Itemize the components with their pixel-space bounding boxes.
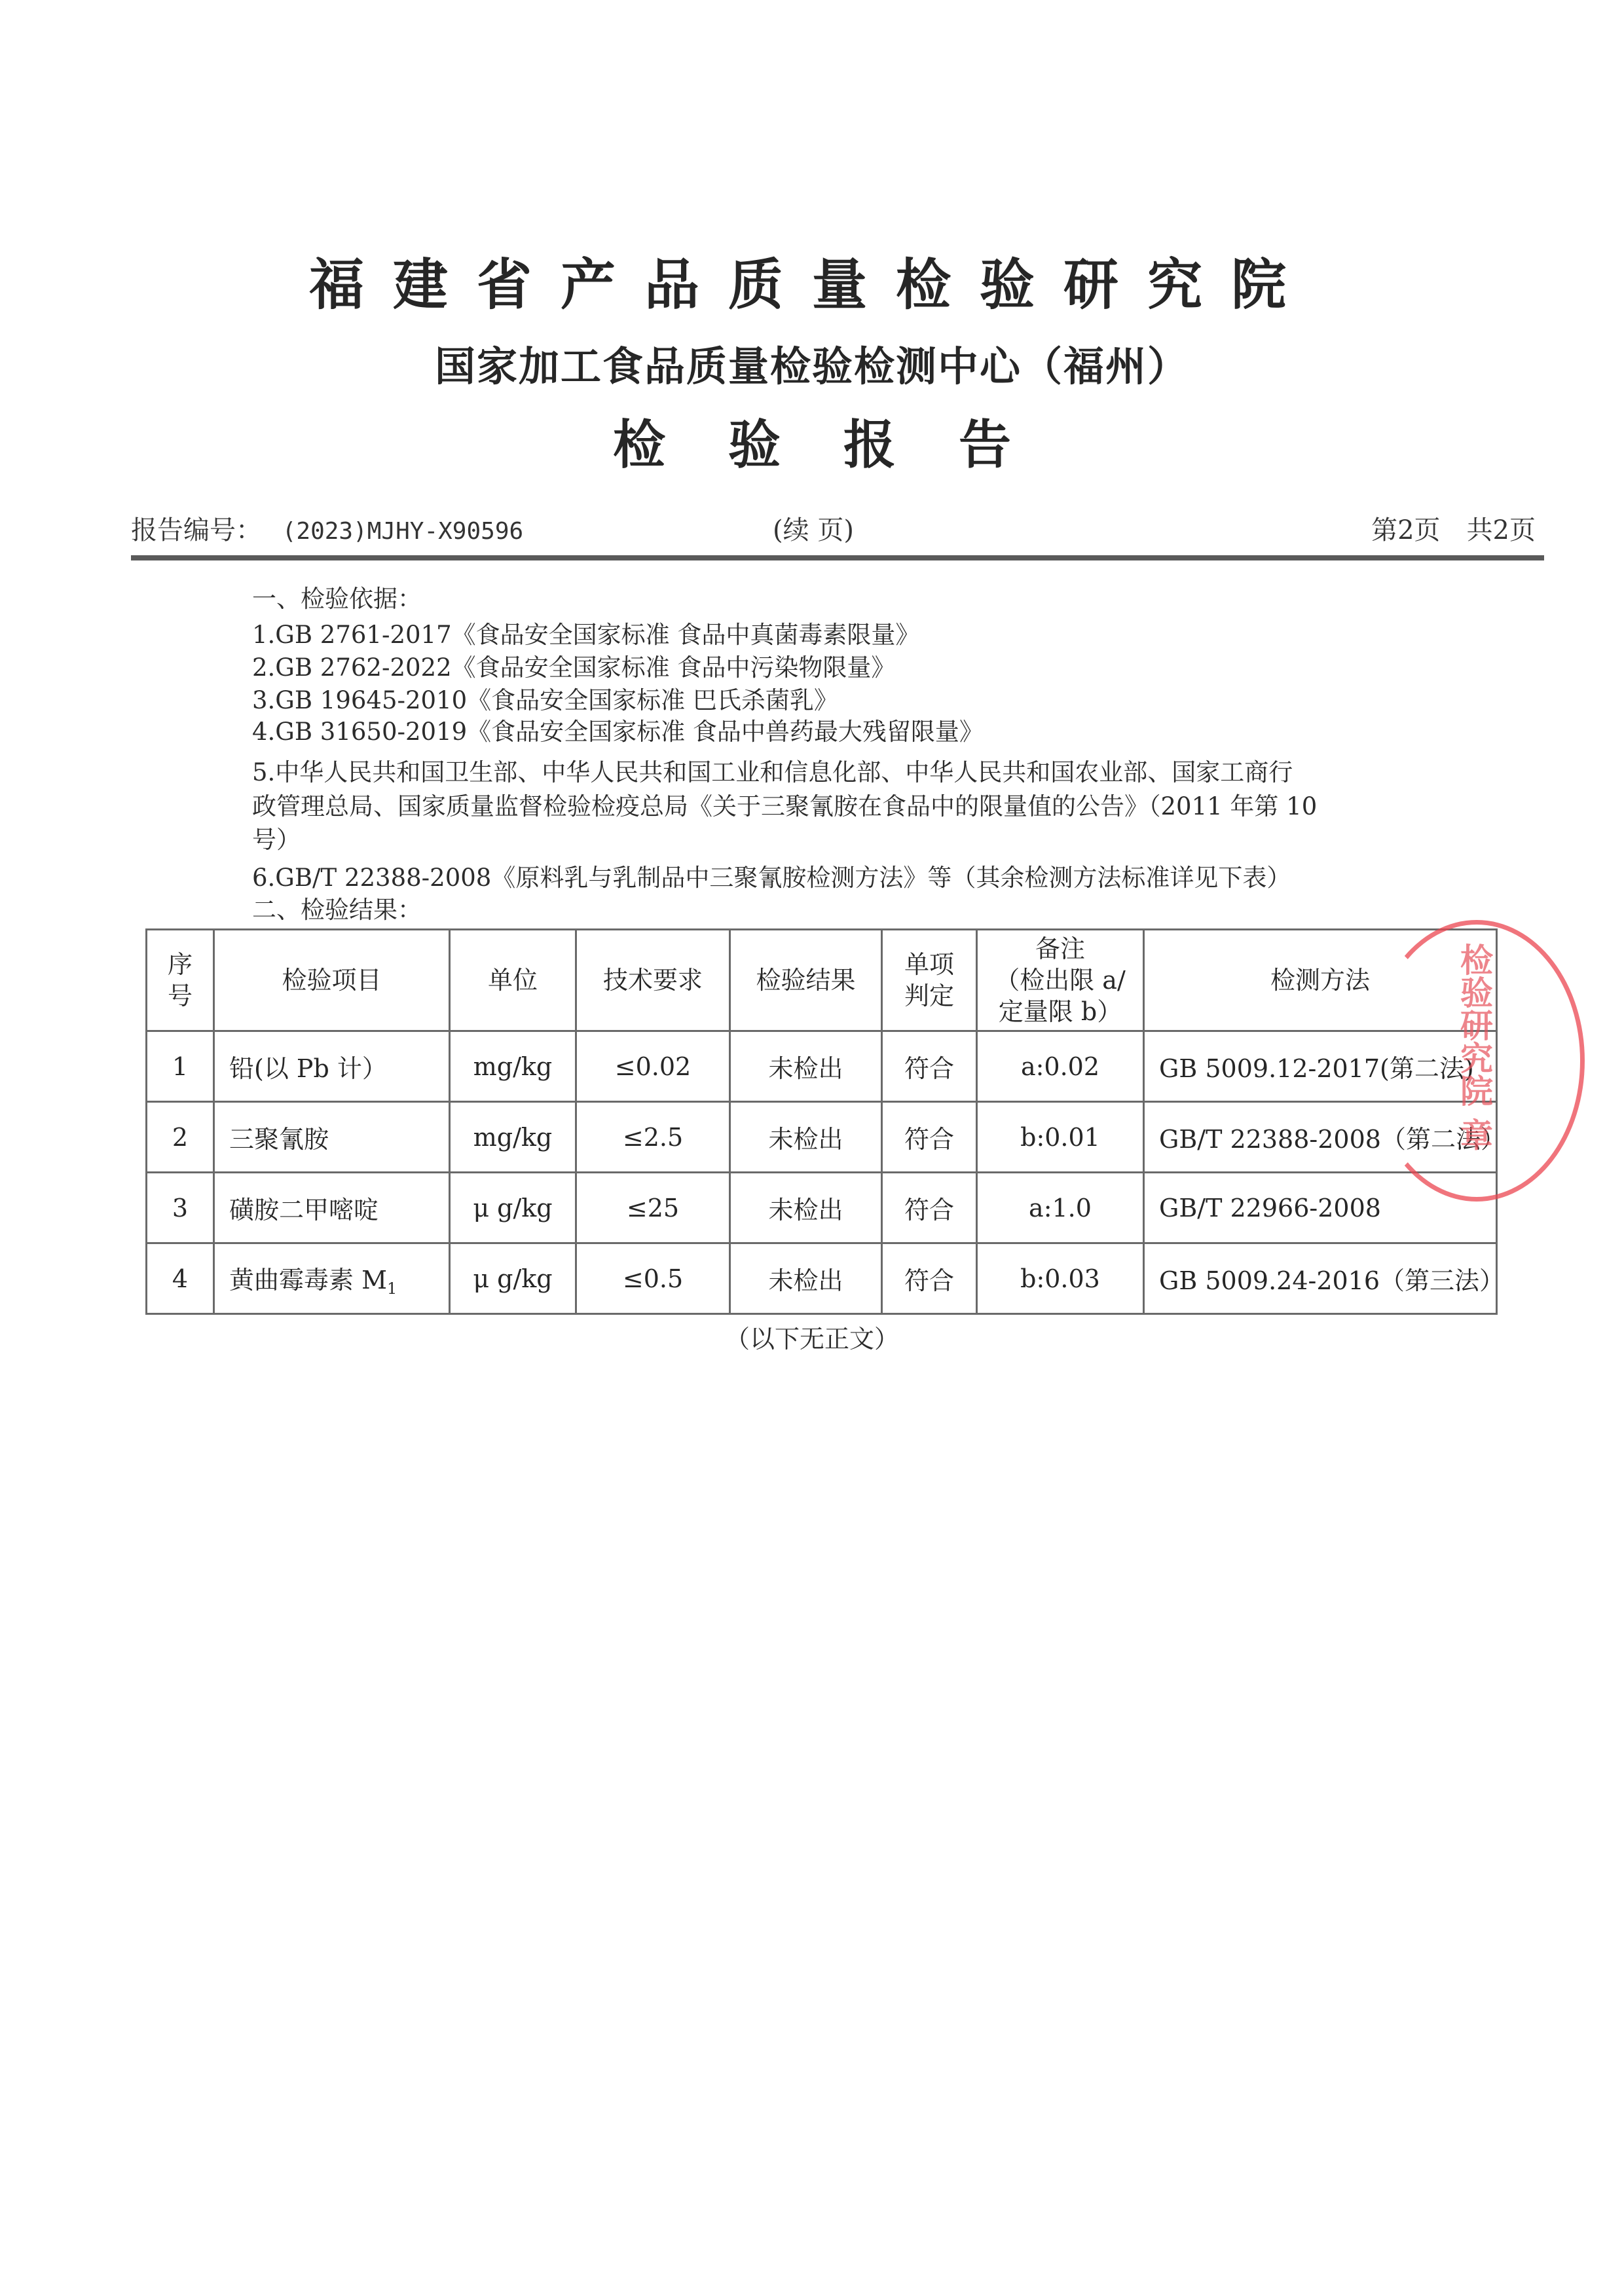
table-row (147, 1173, 1497, 1243)
col-header-seq: 序 号 (147, 930, 214, 1031)
col-header-result: 检验结果 (730, 930, 882, 1031)
official-seal-text: 检验研究院 章 (1455, 943, 1493, 1151)
col-header-method: 检测方法 (1144, 930, 1497, 1031)
end-of-text-note: （以下无正文） (724, 1325, 899, 1353)
continuation-label: (续 页) (773, 515, 854, 545)
cell-result: 未检出 (730, 1173, 882, 1243)
cell-seq: 1 (147, 1031, 214, 1102)
cell-unit: mg/kg (450, 1102, 576, 1173)
cell-item: 磺胺二甲嘧啶 (214, 1173, 450, 1243)
cell-result: 未检出 (730, 1031, 882, 1102)
basis-item: 4.GB 31650-2019《食品安全国家标准 食品中兽药最大残留限量》 (252, 718, 984, 746)
table-row (147, 1243, 1497, 1314)
cell-unit: μ g/kg (450, 1243, 576, 1314)
table-header-row (147, 930, 1497, 1031)
cell-remark: b:0.03 (977, 1243, 1144, 1314)
basis-heading: 一、检验依据： (252, 585, 422, 613)
cell-requirement: ≤0.02 (576, 1031, 730, 1102)
cell-unit: mg/kg (450, 1031, 576, 1102)
cell-result: 未检出 (730, 1243, 882, 1314)
institute-title: 福建省产品质量检验研究院 (308, 253, 1315, 317)
center-title: 国家加工食品质量检验检测中心（福州） (434, 342, 1189, 390)
cell-judgement: 符合 (882, 1102, 977, 1173)
basis-item: 1.GB 2761-2017《食品安全国家标准 食品中真菌毒素限量》 (252, 621, 920, 649)
cell-result: 未检出 (730, 1102, 882, 1173)
cell-unit: μ g/kg (450, 1173, 576, 1243)
table-row (147, 1102, 1497, 1173)
cell-remark: b:0.01 (977, 1102, 1144, 1173)
cell-item: 铅(以 Pb 计） (214, 1031, 450, 1102)
report-number (131, 511, 523, 551)
cell-method: GB 5009.24-2016（第三法） (1144, 1243, 1497, 1314)
cell-judgement: 符合 (882, 1031, 977, 1102)
report-title: 检验报告 (613, 414, 1074, 475)
cell-item: 三聚氰胺 (214, 1102, 450, 1173)
cell-seq: 4 (147, 1243, 214, 1314)
col-header-requirement: 技术要求 (576, 930, 730, 1031)
cell-judgement: 符合 (882, 1243, 977, 1314)
basis-item: 2.GB 2762-2022《食品安全国家标准 食品中污染物限量》 (252, 653, 896, 682)
cell-item: 黄曲霉毒素 $M_1$ (214, 1243, 450, 1314)
cell-seq: 3 (147, 1173, 214, 1243)
basis-item: 6.GB/T 22388-2008《原料乳与乳制品中三聚氰胺检测方法》等（其余检测方法标准详见下表） (252, 864, 1291, 892)
report-number-value: (2023)MJHY-X90596 (282, 518, 524, 545)
basis-item: 5.中华人民共和国卫生部、中华人民共和国工业和信息化部、中华人民共和国农业部、国家工商行 (252, 758, 1293, 786)
cell-method: GB/T 22966-2008 (1144, 1173, 1497, 1243)
cell-method: GB 5009.12-2017(第二法) (1144, 1031, 1497, 1102)
col-header-judgement: 单项 判定 (882, 930, 977, 1031)
results-table (145, 928, 1505, 1315)
report-number-label: 报告编号： (131, 515, 262, 545)
page-info: 第2页 共2页 (1371, 515, 1536, 545)
cell-requirement: ≤0.5 (576, 1243, 730, 1314)
basis-item: 政管理总局、国家质量监督检验检疫总局《关于三聚氰胺在食品中的限量值的公告》（2011 年第 10 (252, 792, 1318, 820)
table-row (147, 1031, 1497, 1102)
header-divider (131, 555, 1544, 560)
cell-judgement: 符合 (882, 1173, 977, 1243)
cell-remark: a:0.02 (977, 1031, 1144, 1102)
col-header-item: 检验项目 (214, 930, 450, 1031)
results-heading: 二、检验结果： (252, 896, 422, 924)
basis-item: 3.GB 19645-2010《食品安全国家标准 巴氏杀菌乳》 (252, 686, 838, 714)
col-header-unit: 单位 (450, 930, 576, 1031)
cell-requirement: ≤25 (576, 1173, 730, 1243)
cell-remark: a:1.0 (977, 1173, 1144, 1243)
cell-requirement: ≤2.5 (576, 1102, 730, 1173)
cell-method: GB/T 22388-2008（第二法） (1144, 1102, 1497, 1173)
col-header-remark: 备注 （检出限 a/ 定量限 b） (977, 930, 1144, 1031)
basis-item: 号） (252, 826, 301, 854)
cell-seq: 2 (147, 1102, 214, 1173)
subscript: 1 (387, 1279, 397, 1298)
